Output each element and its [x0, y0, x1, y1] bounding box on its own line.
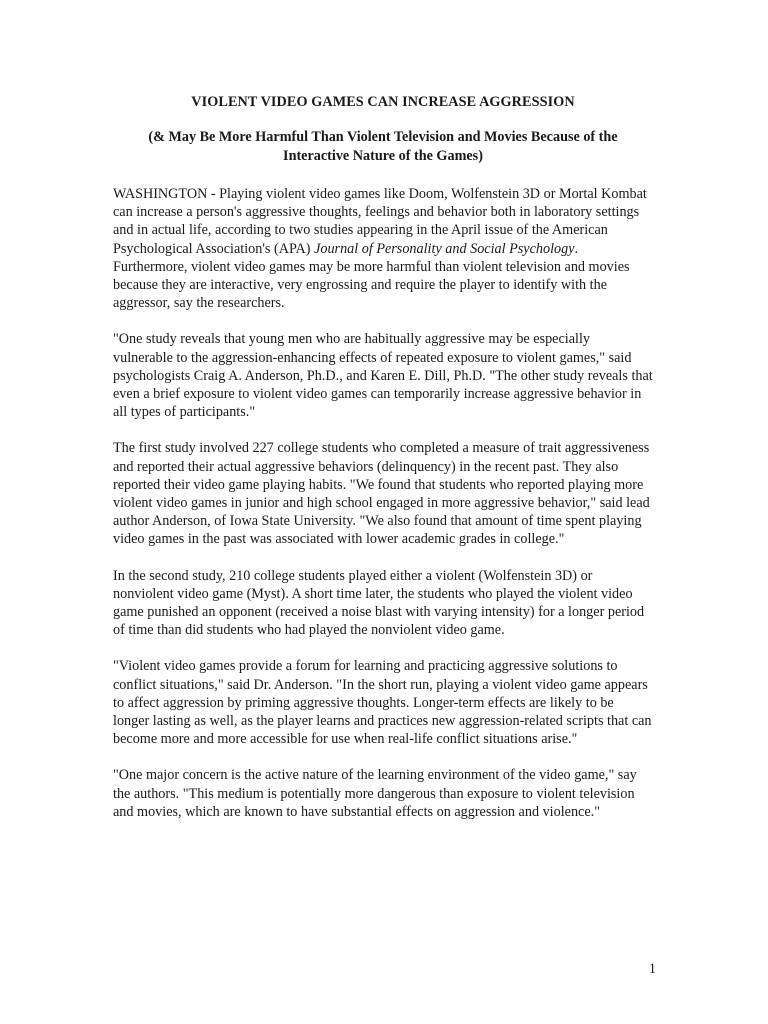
paragraph-1: [113, 185, 653, 312]
journal-title: Journal of Personality and Social Psychology: [314, 240, 575, 257]
document-body: [113, 93, 653, 821]
paragraph-1-text-b: . Furthermore, violent video games may be more harmful than violent television and movies because they are interactive, very engrossing and require the player to identify with the aggressor, say the researchers.: [113, 240, 630, 312]
paragraph-3: The first study involved 227 college students who completed a measure of trait aggressiveness and reported their actual aggressive behaviors (delinquency) in the recent past. They also reported their video game playing habits. "We found that students who reported playing more violent video games in junior and high school engaged in more aggressive behavior," said lead author Anderson, of Iowa State University. "We also found that amount of time spent playing video games in the past was associated with lower academic grades in college.": [113, 440, 650, 548]
paragraph-1-text-a: WASHINGTON - Playing violent video games like Doom, Wolfenstein 3D or Mortal Kombat can increase a person's aggressive thoughts, feelings and behavior both in laboratory settings and in actual life, according to two studies appearing in the April issue of the American Psychological Association's (APA): [113, 186, 647, 257]
document-title: VIOLENT VIDEO GAMES CAN INCREASE AGGRESSION: [191, 94, 575, 110]
document-subtitle: [113, 128, 653, 165]
paragraph-4: In the second study, 210 college students played either a violent (Wolfenstein 3D) or nonviolent video game (Myst). A short time later, the students who played the violent video game punished an opponent (received a noise blast with varying intensity) for a longer period of time than did students who had played the nonviolent video game.: [113, 567, 645, 639]
subtitle-line-1: (& May Be More Harmful Than Violent Television and Movies Because of the: [148, 129, 618, 145]
subtitle-line-2: Interactive Nature of the Games): [283, 147, 483, 164]
paragraph-6: "One major concern is the active nature of the learning environment of the video game," say the authors. "This medium is potentially more dangerous than exposure to violent television and movies, which are known to have substantial effects on aggression and violence.": [113, 767, 637, 820]
paragraph-5: "Violent video games provide a forum for learning and practicing aggressive solutions to conflict situations," said Dr. Anderson. "In the short run, playing a violent video game appears to affect aggression by priming aggressive thoughts. Longer-term effects are likely to be longer lasting as well, as the player learns and practices new aggression-related scripts that can become more and more accessible for use when real-life conflict situations arise.": [113, 658, 652, 748]
paragraph-2: "One study reveals that young men who are habitually aggressive may be especially vulnerable to the aggression-enhancing effects of repeated exposure to violent games," said psychologists Craig A. Anderson, Ph.D., and Karen E. Dill, Ph.D. "The other study reveals that even a brief exposure to violent video games can temporarily increase aggressive behavior in all types of participants.": [113, 331, 653, 421]
page-number: 1: [648, 961, 656, 977]
